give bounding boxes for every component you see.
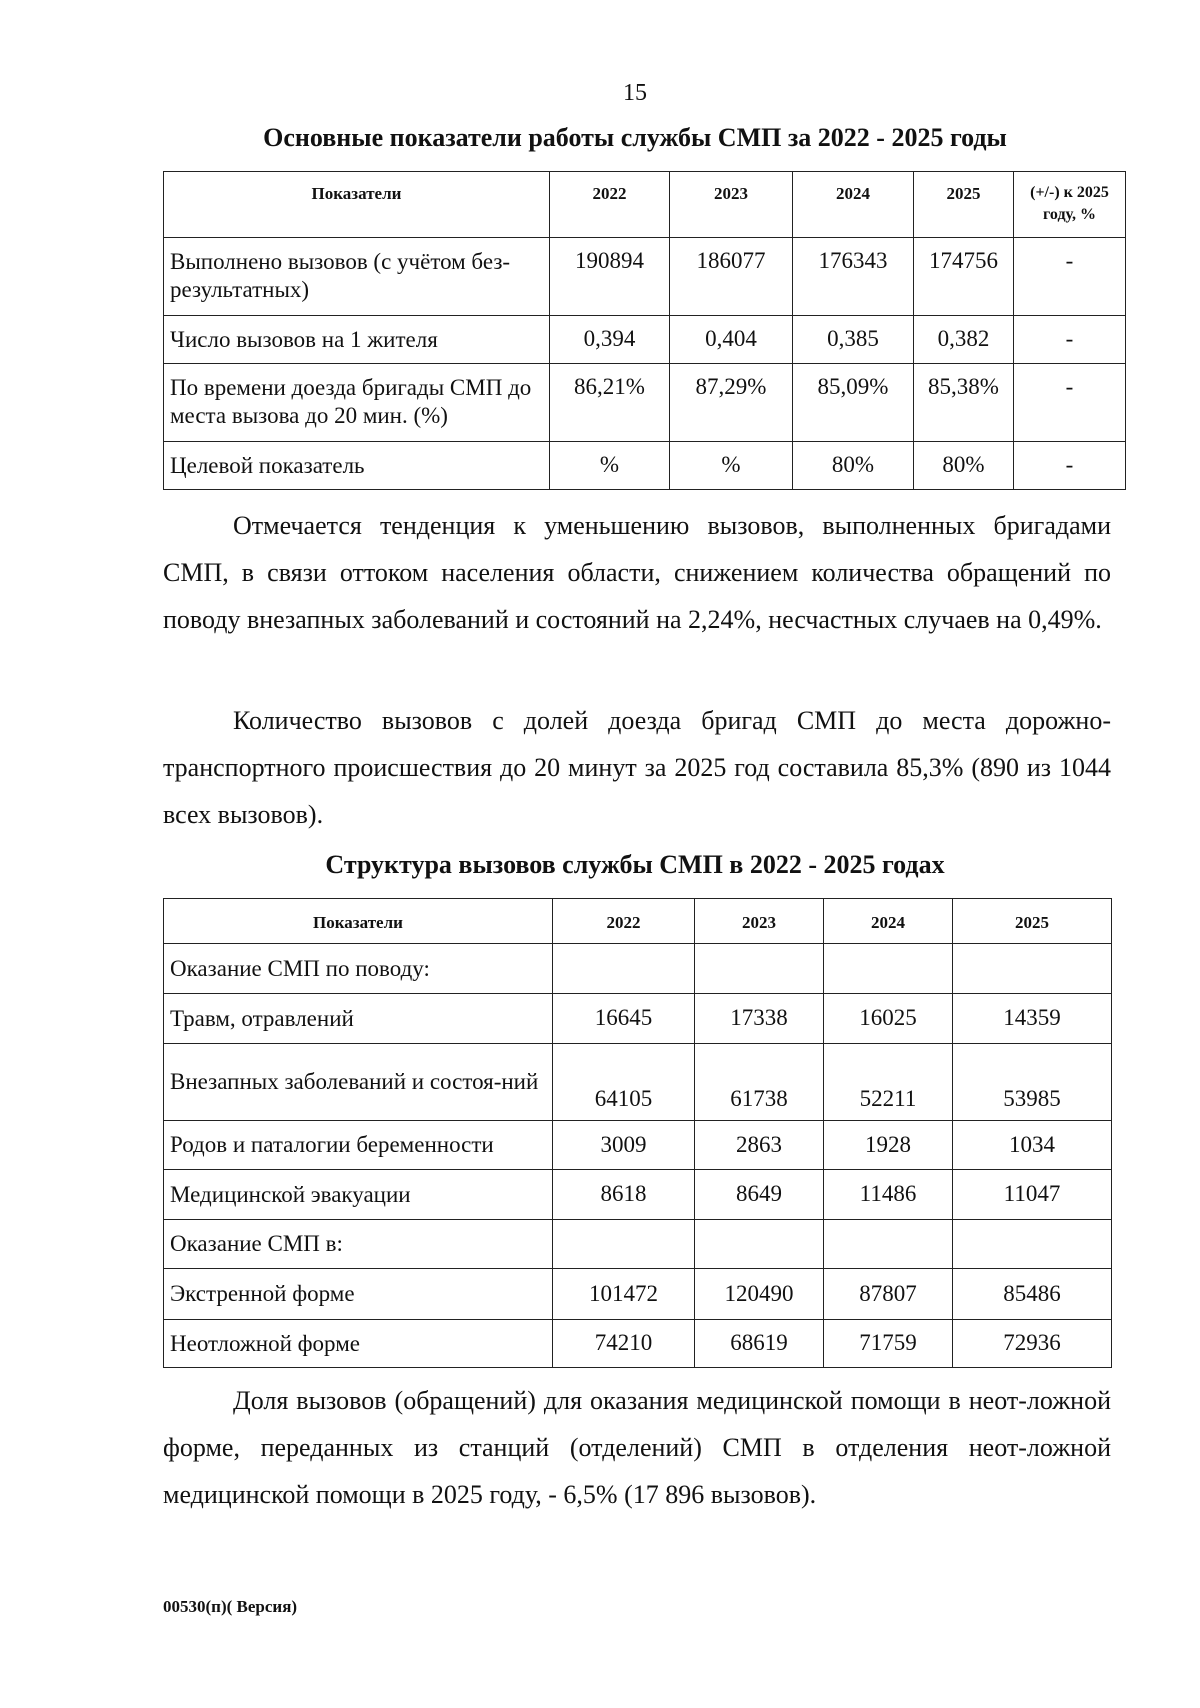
cell-value: 186077	[670, 238, 793, 316]
header-year: 2025	[953, 899, 1112, 944]
cell-value: 120490	[695, 1269, 824, 1320]
cell-value: 176343	[793, 238, 914, 316]
cell-value: 16645	[553, 994, 695, 1044]
section-label: Оказание СМП в:	[164, 1220, 553, 1269]
cell-value: 174756	[914, 238, 1014, 316]
table-row	[164, 1320, 1112, 1368]
section-label: Оказание СМП по поводу:	[164, 944, 553, 994]
cell-value: 53985	[953, 1044, 1112, 1121]
row-label: По времени доезда бригады СМП до места вызова до 20 мин. (%)	[164, 364, 550, 442]
cell-value: %	[670, 442, 793, 490]
table-row	[164, 238, 1126, 316]
cell-value: 0,382	[914, 316, 1014, 364]
row-label: Число вызовов на 1 жителя	[164, 316, 550, 364]
cell-value: 101472	[553, 1269, 695, 1320]
cell-value: 11486	[824, 1170, 953, 1220]
row-label: Внезапных заболеваний и состоя-ний	[164, 1044, 553, 1121]
cell-value: 52211	[824, 1044, 953, 1121]
cell-value: 11047	[953, 1170, 1112, 1220]
table-row	[164, 994, 1112, 1044]
row-label: Травм, отравлений	[164, 994, 553, 1044]
cell-value	[953, 1220, 1112, 1269]
cell-value: 80%	[914, 442, 1014, 490]
cell-value: 16025	[824, 994, 953, 1044]
header-year: 2023	[670, 172, 793, 238]
cell-value: %	[550, 442, 670, 490]
cell-value: 8649	[695, 1170, 824, 1220]
header-indicators: Показатели	[164, 172, 550, 238]
table2-title: Структура вызовов службы СМП в 2022 - 2025 годах	[325, 850, 945, 879]
cell-value: -	[1014, 238, 1126, 316]
cell-value: 85,38%	[914, 364, 1014, 442]
cell-value: 86,21%	[550, 364, 670, 442]
cell-value: 0,394	[550, 316, 670, 364]
header-year: 2022	[550, 172, 670, 238]
cell-value: 61738	[695, 1044, 824, 1121]
cell-value: -	[1014, 364, 1126, 442]
table-row	[164, 1269, 1112, 1320]
cell-value: 74210	[553, 1320, 695, 1368]
cell-value: 87,29%	[670, 364, 793, 442]
table1-title: Основные показатели работы службы СМП за 2022 - 2025 годы	[263, 123, 1007, 152]
table-header-row	[164, 172, 1126, 238]
header-year: 2023	[695, 899, 824, 944]
header-indicators: Показатели	[164, 899, 553, 944]
cell-value: 64105	[553, 1044, 695, 1121]
cell-value: -	[1014, 442, 1126, 490]
cell-value	[695, 944, 824, 994]
cell-value: 17338	[695, 994, 824, 1044]
table-section-row	[164, 1220, 1112, 1269]
cell-value: 1034	[953, 1121, 1112, 1170]
cell-value	[553, 1220, 695, 1269]
table-row	[164, 316, 1126, 364]
header-change: (+/-) к 2025 году, %	[1014, 172, 1126, 238]
cell-value: 0,385	[793, 316, 914, 364]
cell-value: 190894	[550, 238, 670, 316]
cell-value: 2863	[695, 1121, 824, 1170]
cell-value	[824, 944, 953, 994]
row-label: Выполнено вызовов (с учётом без-результатных)	[164, 238, 550, 316]
row-label: Родов и паталогии беременности	[164, 1121, 553, 1170]
cell-value	[695, 1220, 824, 1269]
table-row	[164, 1170, 1112, 1220]
cell-value	[953, 944, 1112, 994]
header-year: 2025	[914, 172, 1014, 238]
cell-value: 80%	[793, 442, 914, 490]
table-row	[164, 364, 1126, 442]
cell-value: -	[1014, 316, 1126, 364]
header-year: 2024	[824, 899, 953, 944]
paragraph-call-trend: Отмечается тенденция к уменьшению вызовов, выполненных бригадами СМП, в связи оттоком населения области, снижением количества обращений по поводу внезапных заболеваний и состояний на 2,24%, несчастных случаев на 0,49%.	[163, 511, 1111, 634]
paragraph-urgent-share: Доля вызовов (обращений) для оказания медицинской помощи в неот-ложной форме, переданных из станций (отделений) СМП в отделения неот-ложной медицинской помощи в 2025 году, - 6,5% (17 896 вызовов).	[163, 1386, 1111, 1509]
cell-value: 87807	[824, 1269, 953, 1320]
row-label: Медицинской эвакуации	[164, 1170, 553, 1220]
table-row	[164, 1044, 1112, 1121]
cell-value: 85486	[953, 1269, 1112, 1320]
table-row	[164, 1121, 1112, 1170]
table-header-row	[164, 899, 1112, 944]
row-label: Экстренной форме	[164, 1269, 553, 1320]
header-year: 2022	[553, 899, 695, 944]
cell-value	[553, 944, 695, 994]
header-year: 2024	[793, 172, 914, 238]
cell-value: 1928	[824, 1121, 953, 1170]
cell-value: 3009	[553, 1121, 695, 1170]
cell-value: 72936	[953, 1320, 1112, 1368]
table-section-row	[164, 944, 1112, 994]
page-number: 15	[623, 80, 647, 106]
paragraph-road-accidents: Количество вызовов с долей доезда бригад СМП до места дорожно-транспортного происшествия до 20 минут за 2025 год составила 85,3% (890 из 1044 всех вызовов).	[163, 706, 1111, 829]
row-label: Целевой показатель	[164, 442, 550, 490]
cell-value	[824, 1220, 953, 1269]
indicators-table	[163, 171, 1126, 490]
cell-value: 8618	[553, 1170, 695, 1220]
cell-value: 71759	[824, 1320, 953, 1368]
table-row	[164, 442, 1126, 490]
cell-value: 14359	[953, 994, 1112, 1044]
cell-value: 85,09%	[793, 364, 914, 442]
row-label: Неотложной форме	[164, 1320, 553, 1368]
call-structure-table	[163, 898, 1112, 1368]
cell-value: 68619	[695, 1320, 824, 1368]
footer-document-code: 00530(п)( Версия)	[163, 1597, 298, 1616]
cell-value: 0,404	[670, 316, 793, 364]
